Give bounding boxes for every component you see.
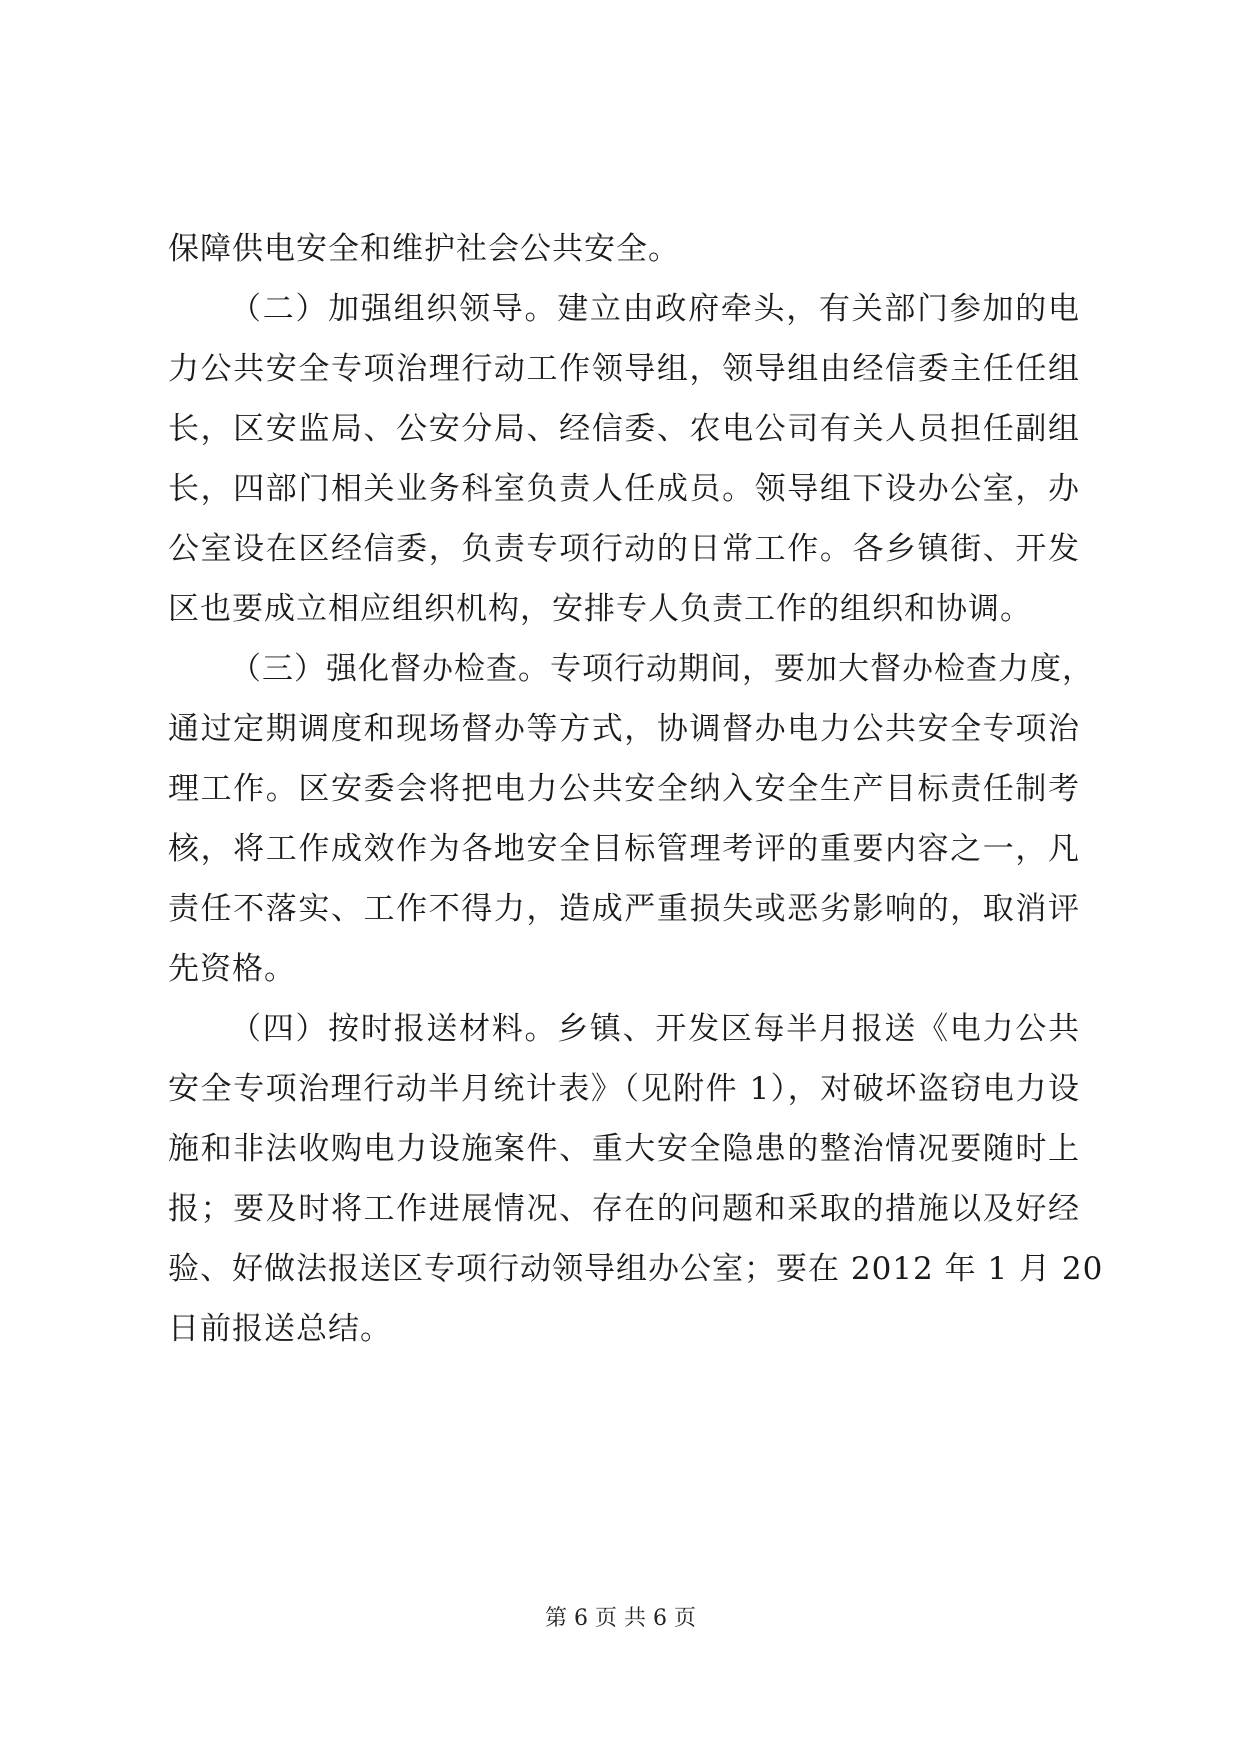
section-heading-line: （二）加强组织领导。建立由政府牵头，有关部门参加的电: [230, 291, 1080, 327]
text-line: 责任不落实、工作不得力，造成严重损失或恶劣影响的，取消评: [168, 891, 1080, 927]
text-line: 先资格。: [168, 951, 296, 987]
text-line: 核，将工作成效作为各地安全目标管理考评的重要内容之一，凡: [168, 831, 1080, 867]
text-line: 验、好做法报送区专项行动领导组办公室；要在 2012 年 1 月 20: [168, 1251, 1104, 1287]
text-line: 公室设在区经信委，负责专项行动的日常工作。各乡镇街、开发: [168, 531, 1080, 567]
text-line: 区也要成立相应组织机构，安排专人负责工作的组织和协调。: [168, 591, 1032, 627]
text-line: 日前报送总结。: [168, 1311, 392, 1347]
section-heading-line: （四）按时报送材料。乡镇、开发区每半月报送《电力公共: [230, 1011, 1080, 1047]
section-heading-line: （三）强化督办检查。专项行动期间，要加大督办检查力度，: [230, 651, 1094, 687]
text-line: 通过定期调度和现场督办等方式，协调督办电力公共安全专项治: [168, 711, 1080, 747]
text-line: 施和非法收购电力设施案件、重大安全隐患的整治情况要随时上: [168, 1131, 1080, 1167]
text-line: 安全专项治理行动半月统计表》（见附件 1），对破坏盗窃电力设: [168, 1071, 1080, 1107]
text-line: 长，区安监局、公安分局、经信委、农电公司有关人员担任副组: [168, 411, 1080, 447]
page-number-footer: 第 6 页 共 6 页: [545, 1606, 696, 1631]
text-line: 理工作。区安委会将把电力公共安全纳入安全生产目标责任制考: [168, 771, 1080, 807]
text-line: 力公共安全专项治理行动工作领导组，领导组由经信委主任任组: [168, 351, 1080, 387]
text-line: 报；要及时将工作进展情况、存在的问题和采取的措施以及好经: [168, 1191, 1080, 1227]
text-line: 长，四部门相关业务科室负责人任成员。领导组下设办公室，办: [168, 471, 1080, 507]
text-line: 保障供电安全和维护社会公共安全。: [168, 231, 680, 267]
body-text: [168, 228, 1104, 1368]
